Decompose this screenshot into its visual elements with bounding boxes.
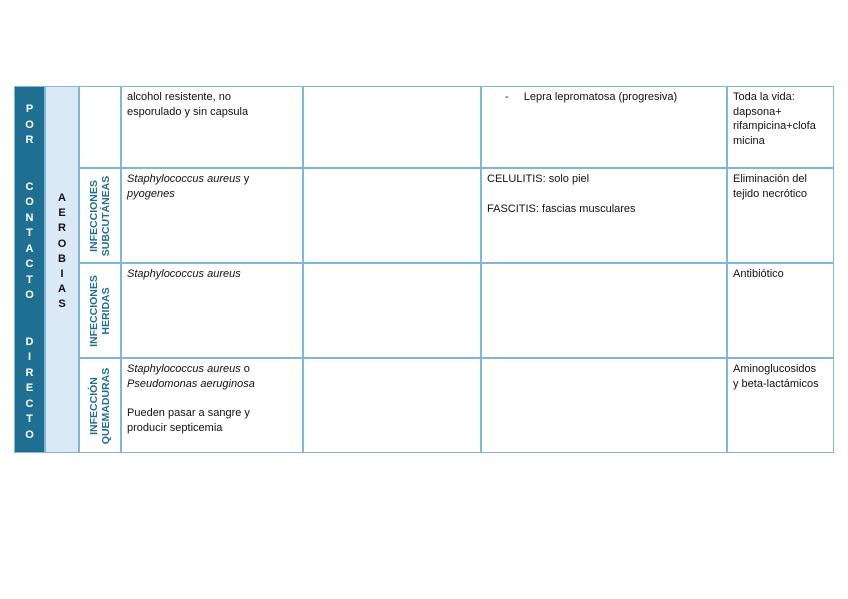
row3-name-line1: INFECCIONES xyxy=(88,274,100,347)
row2-celulitis: CELULITIS: solo piel xyxy=(487,173,590,185)
row4-name-line2: QUEMADURAS xyxy=(100,367,112,444)
category-letter: T xyxy=(26,413,33,425)
row1-col5-text: Lepra lepromatosa (progresiva) xyxy=(523,91,678,103)
row4-organism-species2: Pseudomonas aeruginosa xyxy=(127,377,255,390)
row2-col4-cell xyxy=(303,168,481,263)
row3-organism: Staphylococcus aureus xyxy=(127,268,241,280)
category-letter: C xyxy=(25,397,34,410)
row1-treatment-line4: micina xyxy=(733,134,765,147)
category-letter: C xyxy=(25,258,34,270)
row1-treatment-line1: Toda la vida: xyxy=(733,91,795,103)
category-column-contacto-directo xyxy=(14,86,45,453)
row2-name-line2: SUBCUTÁNEAS xyxy=(100,175,112,256)
category-letter: T xyxy=(26,273,33,286)
category-letter: D xyxy=(25,335,34,348)
row2-organism-species1: Staphylococcus aureus xyxy=(127,173,241,185)
category-letter: O xyxy=(25,428,34,441)
row3-col5-cell xyxy=(481,263,727,358)
row2-organism-conj: y xyxy=(240,173,250,185)
row1-organism-line2: esporulado y sin capsula xyxy=(127,105,249,118)
row2-name-line1: INFECCIONES xyxy=(88,179,100,252)
row1-organism-cell xyxy=(121,86,303,168)
category-letter: R xyxy=(58,222,66,235)
category-letter: S xyxy=(58,298,66,311)
infections-table xyxy=(14,86,834,453)
category-letter: A xyxy=(58,192,66,204)
row4-note-line2: producir septicemia xyxy=(127,421,223,434)
category-letter: T xyxy=(26,227,33,239)
category-letter: E xyxy=(25,382,34,394)
row1-treatment-cell xyxy=(727,86,834,168)
category-letter: N xyxy=(25,211,34,224)
row4-col4-cell xyxy=(303,358,481,453)
row4-treatment-line1: Aminoglucosidos xyxy=(733,363,817,375)
row2-name xyxy=(88,175,112,256)
row1-col5-cell xyxy=(481,86,727,168)
row3-name-cell xyxy=(79,263,121,358)
category-letter: A xyxy=(58,283,66,296)
row4-name-line1: INFECCIÓN xyxy=(88,376,100,435)
row2-treatment-line2: tejido necrótico xyxy=(733,187,807,200)
row1-col5-dash: - xyxy=(505,91,509,103)
row4-treatment-cell xyxy=(727,358,834,453)
category-letter: P xyxy=(25,103,34,115)
row2-organism-cell xyxy=(121,168,303,263)
category-letter: A xyxy=(25,242,34,255)
row4-note-line1: Pueden pasar a sangre y xyxy=(127,407,250,419)
row3-treatment: Antibiótico xyxy=(733,268,784,280)
row2-treatment-cell xyxy=(727,168,834,263)
row2-treatment-line1: Eliminación del xyxy=(733,173,807,185)
category-letter: O xyxy=(57,237,67,250)
row4-organism-note xyxy=(127,406,298,435)
category-letter: C xyxy=(25,180,34,193)
row4-organism-cell xyxy=(121,358,303,453)
row2-col5-cell xyxy=(481,168,727,263)
row3-name xyxy=(88,275,112,347)
row3-organism-cell xyxy=(121,263,303,358)
category-column-aerobias xyxy=(45,86,79,453)
row4-name xyxy=(88,367,112,443)
category-letter: I xyxy=(27,351,32,363)
row2-organism-species2: pyogenes xyxy=(127,187,175,200)
row1-col4-cell xyxy=(303,86,481,168)
category-letter: O xyxy=(25,289,34,301)
row1-treatment-line2: dapsona+ xyxy=(733,105,782,118)
row1-organism-line1: alcohol resistente, no xyxy=(127,91,231,103)
category-letter: R xyxy=(25,134,34,146)
row1-name-cell xyxy=(79,86,121,168)
category-letter: O xyxy=(25,196,34,208)
category-letter: I xyxy=(60,268,64,280)
category-letter: E xyxy=(58,207,66,220)
row4-treatment-line2: y beta-lactámicos xyxy=(733,377,819,390)
row2-fascitis: FASCITIS: fascias musculares xyxy=(487,202,636,215)
row4-name-cell xyxy=(79,358,121,453)
row3-col4-cell xyxy=(303,263,481,358)
row3-name-line2: HERIDAS xyxy=(100,286,112,335)
row3-treatment-cell xyxy=(727,263,834,358)
category-letter: B xyxy=(58,252,66,265)
row4-col5-cell xyxy=(481,358,727,453)
row2-name-cell xyxy=(79,168,121,263)
category-letter: R xyxy=(25,366,34,379)
row4-organism-species1: Staphylococcus aureus xyxy=(127,363,241,375)
row4-organism-conj: o xyxy=(240,363,250,375)
category-letter: O xyxy=(25,118,34,131)
row1-treatment-line3: rifampicina+clofa xyxy=(733,120,816,132)
